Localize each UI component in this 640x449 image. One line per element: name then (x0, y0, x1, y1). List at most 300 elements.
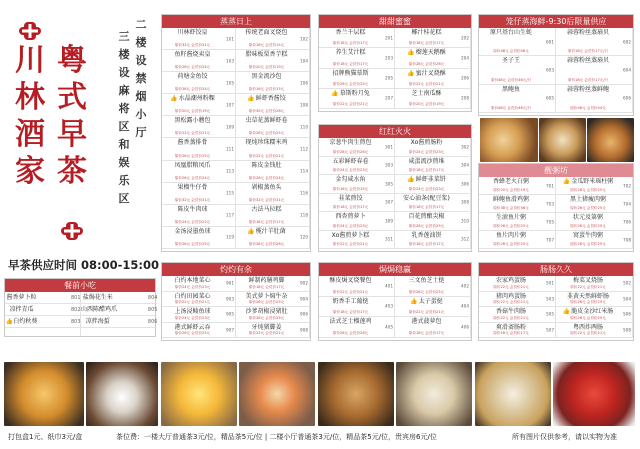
item-price: 原价22元 会员价21元 (408, 310, 445, 315)
menu-item[interactable] (556, 195, 633, 213)
item-price: 原价18元 会员价17元 (408, 168, 445, 172)
item-name (162, 73, 223, 81)
menu-item[interactable] (395, 175, 471, 194)
menu-item[interactable] (319, 317, 395, 338)
item-price: 原价22元 会员价21元 (332, 289, 369, 294)
item-code: 102 (300, 36, 308, 42)
menu-item[interactable] (479, 56, 556, 84)
section-title: 灼灼有余 (162, 263, 310, 276)
item-price: 原价18元 会员价17元 (493, 331, 529, 335)
item-price: 原价24元 会员价23元 (408, 149, 445, 154)
menu-item[interactable] (236, 28, 310, 50)
brand-name-right (54, 42, 90, 190)
menu-item[interactable] (236, 276, 310, 292)
item-name (479, 178, 543, 186)
item-code: 109 (226, 124, 234, 130)
menu-item[interactable] (479, 276, 556, 292)
menu-item[interactable] (162, 276, 236, 292)
menu-grid (479, 276, 633, 338)
menu-item[interactable] (236, 138, 310, 160)
section-steamed (161, 14, 311, 252)
snack-item[interactable] (81, 292, 157, 304)
item-price: 原价48元 会员价46元/只 (490, 77, 532, 82)
menu-item[interactable] (556, 177, 633, 195)
floor-note-char: 将 (118, 102, 130, 115)
snack-name-text: 山西陈醋鸡爪 (81, 306, 118, 313)
menu-item[interactable] (236, 161, 310, 183)
item-code: 906 (300, 311, 308, 317)
item-name-text: 黑土猪瘦肉粥 (569, 196, 606, 203)
item-code: 903 (226, 296, 234, 302)
item-name-text: 圣子王 (501, 57, 520, 65)
footer-disclaimer: 所有图片仅供参考，请以实物为准 (512, 433, 617, 441)
menu-item[interactable] (162, 323, 236, 339)
item-code: 506 (623, 311, 631, 317)
snacks-list-right (81, 292, 157, 336)
menu-item[interactable] (395, 212, 471, 231)
item-price: 原价18元 会员价17元/只 (567, 49, 609, 54)
section-simmer (161, 262, 311, 341)
menu-item[interactable] (556, 276, 633, 292)
item-code: 118 (300, 212, 308, 218)
item-code: 301 (385, 144, 393, 150)
menu-item[interactable] (236, 205, 310, 227)
menu-item[interactable] (395, 89, 471, 109)
item-price: 原价18元 会员价17元 (332, 41, 369, 46)
item-price: 原价22元 会员价21元 (493, 284, 529, 289)
section-title: 肠肠久久 (479, 263, 633, 276)
menu-item[interactable] (395, 276, 471, 297)
item-code: 602 (623, 39, 631, 45)
section-congee (478, 163, 634, 252)
menu-item[interactable] (162, 50, 236, 72)
photo-dish-4 (239, 362, 315, 426)
item-name-text: 黑松露小蘑包 (174, 117, 211, 125)
item-name-text: 酱香蒸排骨 (177, 139, 208, 147)
item-name (236, 73, 297, 81)
section-seafood (478, 14, 634, 116)
item-code: 605 (546, 95, 554, 101)
menu-item[interactable] (162, 116, 236, 138)
snack-name-text: 白灼秋葵 (13, 318, 38, 325)
photo-dish-1 (4, 362, 84, 426)
item-name-text: 养生艾汁糕 (335, 49, 366, 57)
menu-item[interactable] (162, 28, 236, 50)
item-name-text: 蜜汁叉烧酥 (415, 69, 446, 77)
snack-code: 803 (71, 319, 81, 325)
item-name (162, 139, 223, 147)
item-price: 原价18元 会员价17元 (408, 41, 445, 46)
item-price: 原价18元 会员价17元 (408, 330, 445, 335)
menu-item[interactable] (556, 28, 633, 56)
item-code: 208 (461, 95, 469, 101)
item-name-text: 爽滑斋肠粉 (495, 323, 526, 331)
menu-item[interactable] (319, 28, 395, 48)
menu-item[interactable] (319, 175, 395, 194)
menu-item[interactable] (162, 94, 236, 116)
item-price: 原价22元 会员价21元 (332, 102, 369, 106)
item-price: 原价22元 会员价21元 (248, 331, 285, 335)
menu-item[interactable] (319, 276, 395, 297)
item-name-text: 韭黄天然鲜虾肠 (566, 292, 609, 300)
item-code: 104 (300, 58, 308, 64)
snack-item[interactable] (5, 304, 80, 316)
floor-note-char: 二 (135, 18, 147, 31)
item-code: 108 (300, 102, 308, 108)
item-price: 原价32元 会员价31元 (174, 197, 211, 202)
menu-item[interactable] (395, 317, 471, 338)
menu-item[interactable] (319, 138, 395, 157)
item-code: 402 (461, 283, 469, 289)
item-name (395, 90, 458, 98)
section-fried (318, 124, 472, 252)
recommended-icon: 👍 (247, 95, 255, 103)
item-name-text: 水晶潮州粉粿 (178, 95, 215, 103)
item-code: 905 (226, 311, 234, 317)
item-name-text: 粤西炸两肠 (572, 323, 603, 331)
snack-name-text: 凉拌海蜇 (85, 318, 110, 325)
item-name (395, 49, 458, 57)
knot-ornament-icon (16, 20, 44, 42)
item-name (236, 51, 297, 59)
item-name-text: 百花煎酿尖椒 (408, 213, 445, 220)
floor-note-char: 和 (118, 138, 130, 151)
snack-item[interactable] (81, 304, 157, 316)
menu-item[interactable] (236, 94, 310, 116)
menu-item[interactable] (319, 194, 395, 213)
item-name-text: 鲜虾香酱饺 (255, 95, 286, 103)
item-code: 707 (546, 237, 554, 242)
menu-item[interactable] (556, 323, 633, 339)
menu-grid (479, 177, 633, 249)
item-name-text: 牙炖猪脚姜 (251, 323, 282, 331)
menu-item[interactable] (162, 307, 236, 323)
item-price: 原价26元 会员价24元 (174, 87, 211, 92)
snack-name (81, 316, 114, 328)
item-name (395, 232, 458, 240)
snack-name (81, 292, 114, 304)
item-price: 原价26元 会员价25元 (174, 331, 211, 335)
menu-item[interactable] (395, 231, 471, 250)
item-code: 708 (623, 237, 631, 242)
item-code: 309 (385, 218, 393, 224)
snack-code: 801 (71, 295, 81, 301)
item-price: 原价22元 会员价21元 (174, 131, 211, 136)
photo-dish-3 (161, 362, 237, 426)
menu-item[interactable] (162, 292, 236, 308)
item-name (236, 95, 297, 103)
snack-name (81, 304, 118, 316)
item-name (319, 29, 382, 37)
item-price: 原价26元 会员价25元 (408, 223, 445, 228)
item-name-text: 现炖珍珠糯米鸡 (245, 139, 288, 147)
floor-note-3f (117, 28, 131, 208)
item-price: 原价16元 会员价15元 (248, 43, 285, 48)
menu-item[interactable] (479, 85, 556, 113)
item-name (395, 139, 458, 147)
item-price: 原价28元 会员价26元 (408, 61, 445, 66)
section-rice-roll (478, 262, 634, 341)
item-price: 原价26元 会员价25元 (174, 153, 211, 158)
snack-name-text: 盐焗花生米 (82, 294, 113, 301)
item-code: 312 (461, 236, 469, 242)
menu-item[interactable] (319, 69, 395, 89)
item-price: 原价28元 会员价26元 (332, 330, 369, 335)
floor-note-char: 小 (135, 108, 147, 121)
section-title: 靓粥坊 (479, 164, 633, 177)
item-price: 原价26元 会员价25元 (248, 131, 285, 136)
photo-dish-7 (475, 362, 551, 426)
restaurant-brand (12, 42, 90, 212)
item-name-text: 沙爹胡椒浸猪肚 (245, 308, 288, 315)
item-name-text: 香兰千层糕 (335, 29, 366, 36)
item-price: 原价26元 会员价24元 (174, 65, 211, 70)
item-code: 308 (461, 199, 469, 205)
item-name (556, 214, 620, 222)
item-price: 原价32元 会员价31元 (174, 43, 211, 48)
snack-name (5, 304, 38, 316)
menu-item[interactable] (395, 194, 471, 213)
menu-item[interactable] (162, 72, 236, 94)
item-name (319, 139, 382, 147)
item-name (556, 57, 620, 65)
item-name-text: 凤凰腊粮凤爪 (174, 161, 211, 169)
item-name-text: 果榴牛仔骨 (177, 183, 208, 191)
item-code: 703 (546, 201, 554, 206)
menu-item[interactable] (479, 28, 556, 56)
item-name-text: 芝士南瓜酥 (411, 89, 442, 97)
item-price: 原价22元 会员价21元 (570, 331, 606, 335)
item-price: 原价26元 会员价25元 (570, 315, 606, 320)
item-name-text: 榄汁羊肚菌 (255, 227, 286, 235)
item-name-text: 酥皮焗叉烧餐包 (329, 277, 372, 284)
floor-note-char: 麻 (118, 84, 130, 97)
menu-item[interactable] (395, 48, 471, 68)
brand-char: 川 (15, 43, 45, 78)
item-name (319, 49, 382, 57)
menu-item[interactable] (236, 72, 310, 94)
menu-item[interactable] (479, 213, 556, 231)
snack-item[interactable] (81, 316, 157, 328)
item-name-text: 猪肉鸡蛋肠 (495, 292, 526, 300)
recommended-icon: 👍 (247, 227, 255, 235)
item-code: 701 (546, 183, 554, 188)
item-name (556, 196, 620, 204)
menu-item[interactable] (395, 138, 471, 157)
menu-item[interactable] (479, 292, 556, 308)
item-name-text: 咸蛋流沙煎堆 (408, 157, 445, 165)
item-name-text: 陈皮牛肉球 (177, 205, 208, 213)
item-name-text: 陈皮金钱肚 (251, 161, 282, 169)
menu-item[interactable] (236, 116, 310, 138)
menu-item[interactable] (395, 157, 471, 176)
menu-item[interactable] (319, 157, 395, 176)
item-name-text: 榴莲天鹅酥 (415, 49, 446, 57)
menu-item[interactable] (319, 89, 395, 109)
item-name-text: 京葱牛肉生煎包 (329, 139, 372, 146)
item-name (395, 195, 458, 203)
item-price: 原价16元 会员价15元 (332, 186, 369, 191)
item-price: 原价26元 会员价25元 (408, 289, 445, 294)
item-price: 原价18元 会员价17元 (248, 219, 285, 224)
item-price: 原价26元 会员价24元 (248, 175, 285, 180)
item-price: 原价24元 会员价23元 (408, 186, 445, 191)
menu-item[interactable] (479, 323, 556, 339)
item-price: 原价28元 会员价26元 (332, 149, 369, 154)
item-price: 原价26元 会员价25元 (570, 300, 606, 304)
menu-item[interactable] (162, 183, 236, 205)
item-code: 706 (623, 219, 631, 224)
item-code: 604 (623, 67, 631, 73)
item-code: 204 (461, 55, 469, 61)
item-name (319, 232, 382, 240)
item-code: 303 (385, 162, 393, 168)
brand-name-left (12, 42, 48, 190)
menu-item[interactable] (556, 213, 633, 231)
section-title: 蒸蒸日上 (162, 15, 310, 28)
item-name (556, 232, 620, 240)
item-code: 203 (385, 55, 393, 61)
menu-item[interactable] (395, 28, 471, 48)
floor-note-char: 区 (118, 120, 130, 133)
item-name (395, 29, 458, 37)
item-name-text: 西杏煎萝卜 (335, 213, 366, 220)
photo-seafood-1 (480, 118, 538, 162)
item-code: 702 (623, 183, 631, 188)
footer-tea-fee: 茶位费：一楼大厅普通茶3元/位，精品茶5元/位 | 二楼小厅普通茶3元/位，精品茶5元/位，贵宾房6元/位 (116, 433, 437, 441)
item-price: 原价26元 会员价25元 (570, 188, 606, 192)
menu-item[interactable] (162, 227, 236, 249)
item-name-text: 白灼田园菜心 (174, 292, 211, 300)
item-code: 405 (385, 324, 393, 330)
item-code: 116 (300, 190, 308, 196)
menu-item[interactable] (479, 231, 556, 249)
item-name-text: 鱼片肉片粥 (495, 232, 526, 239)
snack-code: 802 (71, 307, 81, 313)
item-price: 原价18元 会员价17元 (248, 284, 285, 289)
menu-grid (319, 276, 471, 338)
item-name (395, 298, 458, 306)
item-code: 503 (546, 296, 554, 302)
item-price: 原价26元 会员价24元 (174, 175, 211, 180)
menu-item[interactable] (479, 195, 556, 213)
item-price: 原价24元 会员价22元 (174, 219, 211, 224)
floor-note-char: 烟 (135, 90, 147, 103)
brand-char: 酒 (15, 117, 45, 152)
item-name (395, 213, 458, 221)
item-name-text: 慕斯粉月兔 (339, 89, 370, 97)
item-name (395, 277, 458, 285)
item-price: 原价26元 会员价25元 (493, 242, 529, 246)
item-code: 307 (385, 199, 393, 205)
menu-item[interactable] (162, 138, 236, 160)
item-price: 原价20元 会员价19元 (248, 65, 285, 70)
menu-item[interactable] (479, 307, 556, 323)
menu-item[interactable] (319, 48, 395, 68)
recommended-icon: 👍 (407, 176, 415, 183)
floor-note-char: 设 (118, 66, 130, 79)
menu-item[interactable] (319, 297, 395, 318)
menu-item[interactable] (556, 307, 633, 323)
item-name (162, 117, 223, 125)
menu-item[interactable] (556, 292, 633, 308)
item-name-text: 奶香手工葡挞 (332, 297, 369, 305)
item-name-text: 金勾咸水角 (335, 176, 366, 183)
item-price: 原价16元 会员价15元 (248, 87, 285, 92)
recommended-icon: 👍 (5, 318, 14, 325)
menu-item[interactable] (395, 297, 471, 318)
item-code: 603 (546, 67, 554, 73)
menu-item[interactable] (556, 85, 633, 113)
item-price: 原价22元 会员价21元 (174, 300, 211, 304)
item-code: 502 (623, 280, 631, 286)
menu-item[interactable] (319, 212, 395, 231)
item-price: 原价26元 会员价25元 (570, 242, 606, 246)
recommended-icon: 👍 (170, 95, 178, 103)
brand-char: 林 (15, 80, 45, 115)
item-name-text: 美式萝卜焖牛杂 (245, 292, 288, 300)
item-code: 907 (226, 327, 234, 333)
floor-note-char: 三 (118, 30, 130, 43)
brand-char: 家 (15, 154, 45, 189)
menu-item[interactable] (556, 231, 633, 249)
item-name-text: 腊味板栗香芋糕 (245, 51, 288, 59)
item-code: 507 (546, 327, 554, 333)
item-price: 原价46元 会员价44元 (570, 105, 606, 110)
snack-item[interactable] (5, 292, 80, 304)
item-code: 508 (623, 327, 631, 333)
item-name-text: 鲜制药膳鸡脚 (248, 277, 285, 284)
item-price: 原价18元 会员价17元 (408, 242, 445, 246)
item-price: 原价24元 会员价23元 (332, 223, 369, 228)
menu-item[interactable] (162, 205, 236, 227)
item-name-text: 乳香莲油饼 (411, 231, 442, 239)
item-price: 原价24元 会员价23元 (174, 315, 211, 320)
photo-seafood-2 (539, 118, 586, 162)
menu-item[interactable] (556, 56, 633, 84)
section-braised (318, 262, 472, 341)
item-code: 304 (461, 162, 469, 168)
snack-name (5, 316, 38, 328)
brand-char: 早 (57, 117, 87, 152)
snack-code: 804 (147, 295, 158, 301)
photo-seafood-3 (587, 118, 634, 162)
menu-item[interactable] (319, 231, 395, 250)
item-code: 115 (226, 190, 234, 196)
snack-item[interactable] (5, 316, 80, 328)
menu-item[interactable] (236, 323, 310, 339)
item-name-text: 鲜鲍鱼滑鸡粥 (492, 196, 529, 203)
item-name-text: 安心油条(配豆浆) (403, 194, 450, 202)
menu-item[interactable] (236, 183, 310, 205)
floor-note-2f (134, 16, 148, 142)
item-code: 106 (300, 80, 308, 86)
item-name-text: 生滚鱼片粥 (495, 214, 526, 221)
item-name-text: 鲜虾韭菜饼 (415, 176, 446, 183)
menu-item[interactable] (236, 307, 310, 323)
menu-item[interactable] (479, 177, 556, 195)
item-price: 原价22元 会员价21元 (408, 81, 445, 86)
menu-item[interactable] (236, 227, 310, 249)
menu-item[interactable] (236, 292, 310, 308)
menu-item[interactable] (395, 69, 471, 89)
menu-item[interactable] (236, 50, 310, 72)
menu-item[interactable] (162, 161, 236, 183)
section-title: 甜甜蜜蜜 (319, 15, 471, 28)
item-name-text: 原只基台山生蚝 (489, 29, 532, 36)
item-name (479, 29, 543, 37)
item-price: 原价26元 会员价25元 (248, 315, 285, 320)
